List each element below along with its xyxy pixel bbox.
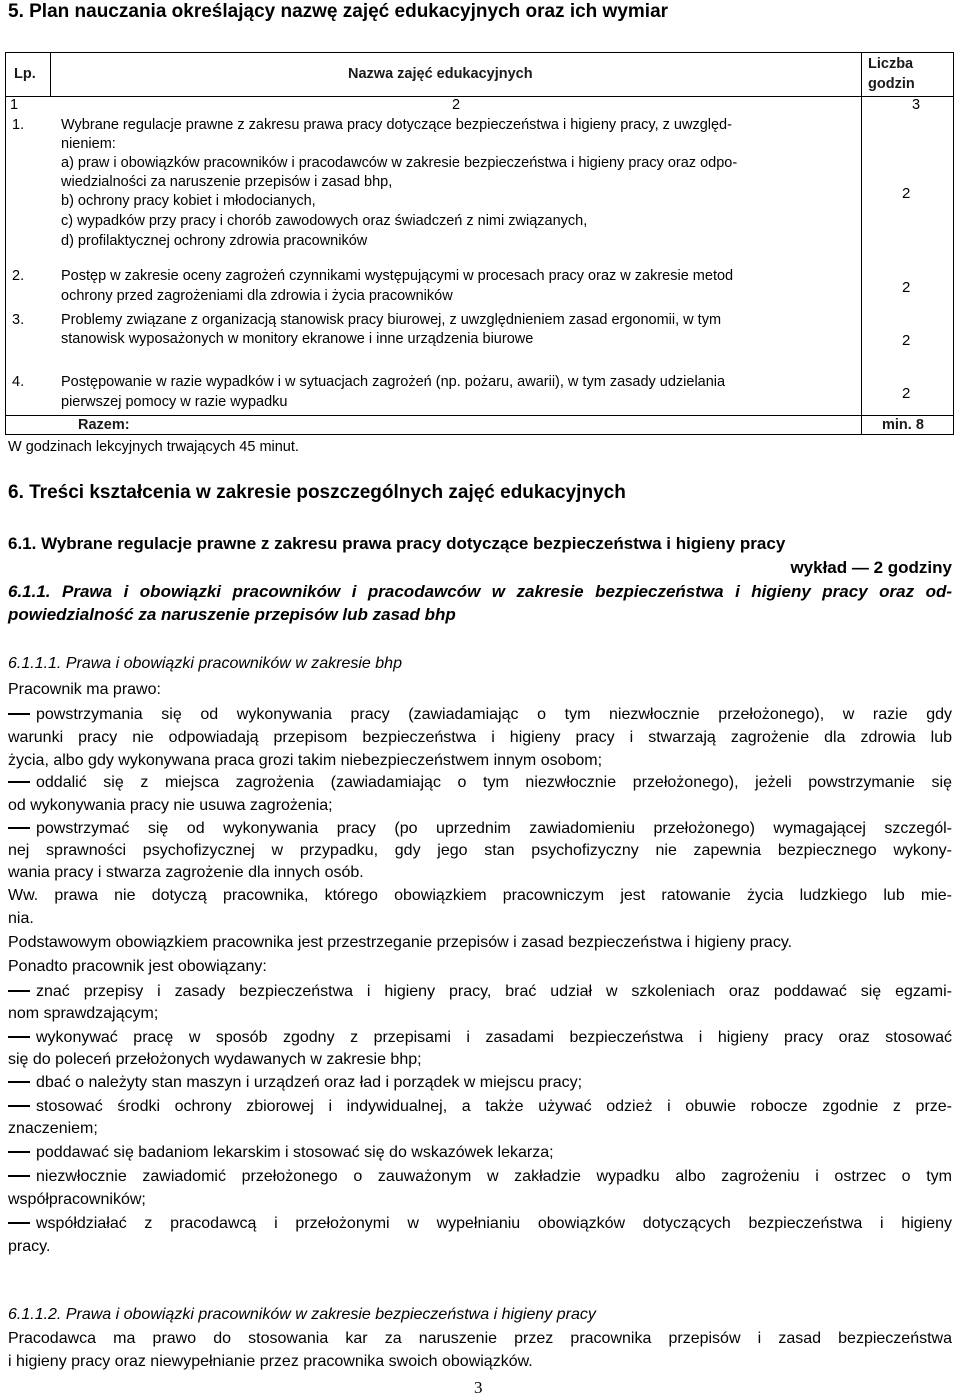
- duty-4-line-2: znaczeniem;: [8, 1120, 98, 1137]
- row-2-hours: 2: [902, 279, 911, 296]
- colnum-1: 1: [10, 97, 19, 113]
- rights-exception-line-1: Ww. prawa nie dotyczą pracownika, którego obowiązkiem pracowniczym jest ratowanie życia ludzkiego lub mie-: [8, 887, 952, 904]
- duty-1-line-2: nom sprawdzającym;: [8, 1005, 159, 1022]
- section-6-1-heading: 6.1. Wybrane regulacje prawne z zakresu prawa pracy dotyczące bezpieczeństwa i higieny pracy: [8, 534, 786, 553]
- employee-right-2-line-2: od wykonywania pracy nie usuwa zagrożenia;: [8, 797, 333, 814]
- employee-right-1-line-1: powstrzymania się od wykonywania pracy (zawiadamiając o tym niezwłocznie przełożonego), w razie gdy: [8, 704, 952, 726]
- colnum-3: 3: [912, 97, 921, 113]
- employee-right-1-line-3: życia, albo gdy wykonywana praca grozi takim niebezpieczeństwem innym osobom;: [8, 752, 603, 769]
- dash-bullet: [8, 990, 30, 992]
- row-4-hours: 2: [902, 385, 911, 402]
- header-name: Nazwa zajęć edukacyjnych: [348, 66, 533, 82]
- section-6-1-1-heading: [8, 580, 952, 626]
- header-hours-1: Liczba: [868, 56, 914, 72]
- employee-rights-intro: Pracownik ma prawo:: [8, 681, 161, 698]
- header-lp: Lp.: [14, 66, 36, 82]
- lecture-hours: wykład — 2 godziny: [790, 558, 952, 577]
- dash-bullet: [8, 1175, 30, 1177]
- row-3-line-2: stanowisk wyposażonych w monitory ekranowe i inne urządzenia biurowe: [61, 331, 534, 347]
- duty-5: poddawać się badaniom lekarskim i stosować się do wskazówek lekarza;: [8, 1142, 554, 1164]
- section-6-1-1-1-heading: 6.1.1.1. Prawa i obowiązki pracowników w zakresie bhp: [8, 655, 402, 672]
- dash-bullet: [8, 1036, 30, 1038]
- rights-exception-line-2: nia.: [8, 910, 34, 927]
- table-border-top: [5, 52, 954, 53]
- row-1-line-7: d) profilaktycznej ochrony zdrowia pracowników: [61, 233, 368, 249]
- total-value: min. 8: [882, 417, 924, 433]
- row-3-hours: 2: [902, 332, 911, 349]
- row-3-num: 3.: [12, 312, 25, 328]
- table-header-rule: [5, 96, 954, 97]
- dash-bullet: [8, 713, 30, 715]
- row-2-line-1: Postęp w zakresie oceny zagrożeń czynnikami występującymi w procesach pracy oraz w zakresie metod: [61, 268, 734, 284]
- duty-4-line-1: stosować środki ochrony zbiorowej i indywidualnej, a także używać odzież i obuwie robocze zgodnie z prze-: [8, 1096, 952, 1118]
- duty-7-line-2: pracy.: [8, 1238, 51, 1255]
- row-1-line-2: nieniem:: [61, 136, 116, 152]
- row-2-line-2: ochrony przed zagrożeniami dla zdrowia i życia pracowników: [61, 288, 453, 304]
- dash-bullet: [8, 1222, 30, 1224]
- page-number: 3: [474, 1378, 483, 1397]
- section-5-heading: 5. Plan nauczania określający nazwę zajęć edukacyjnych oraz ich wymiar: [8, 1, 669, 22]
- row-3-line-1: Problemy związane z organizacją stanowisk pracy biurowej, z uwzględnieniem zasad ergonomii, w tym: [61, 312, 722, 328]
- table-border-right: [953, 52, 954, 435]
- table-border-left: [5, 52, 6, 435]
- row-1-line-1: Wybrane regulacje prawne z zakresu prawa pracy dotyczące bezpieczeństwa i higieny pracy, z uwzględ-: [61, 117, 732, 133]
- dash-bullet: [8, 1081, 30, 1083]
- row-4-num: 4.: [12, 374, 25, 390]
- table-total-rule: [5, 415, 954, 416]
- section-6-heading: 6. Treści kształcenia w zakresie poszczególnych zajęć edukacyjnych: [8, 482, 626, 503]
- employer-right-line-1: Pracodawca ma prawo do stosowania kar za naruszenie przez pracownika przepisów i zasad bezpieczeństwa: [8, 1330, 952, 1347]
- dash-bullet: [8, 1105, 30, 1107]
- employee-right-3-line-3: wania pracy i stwarza zagrożenie dla innych osób.: [8, 864, 364, 881]
- employee-right-2-line-1: oddalić się z miejsca zagrożenia (zawiadamiając o tym niezwłocznie przełożonego), jeżeli powstrzymanie się: [8, 772, 952, 794]
- duty-7-line-1: współdziałać z pracodawcą i przełożonymi w wypełnianiu obowiązków dotyczących bezpieczeństwa i higieny: [8, 1213, 952, 1235]
- duty-1-line-1: znać przepisy i zasady bezpieczeństwa i higieny pracy, brać udział w szkoleniach oraz poddawać się egzami-: [8, 981, 952, 1003]
- duty-3: dbać o należyty stan maszyn i urządzeń oraz ład i porządek w miejscu pracy;: [8, 1072, 582, 1094]
- table-divider-lp: [50, 52, 51, 96]
- dash-bullet: [8, 781, 30, 783]
- section-6-1-1-2-heading: 6.1.1.2. Prawa i obowiązki pracowników w zakresie bezpieczeństwa i higieny pracy: [8, 1306, 596, 1323]
- table-divider-hours: [861, 52, 862, 435]
- basic-duty: Podstawowym obowiązkiem pracownika jest przestrzeganie przepisów i zasad bezpieczeństwa i higieny pracy.: [8, 934, 793, 951]
- employer-right-line-2: i higieny pracy oraz niewypełnianie przez pracownika swoich obowiązków.: [8, 1353, 533, 1370]
- row-1-line-4: wiedzialności za naruszenie przepisów i zasad bhp,: [61, 174, 393, 190]
- duties-intro: Ponadto pracownik jest obowiązany:: [8, 958, 267, 975]
- row-1-num: 1.: [12, 117, 25, 133]
- dash-bullet: [8, 1151, 30, 1153]
- row-1-line-3: a) praw i obowiązków pracowników i pracodawców w zakresie bezpieczeństwa i higieny pracy oraz odpo-: [61, 155, 738, 171]
- row-1-hours: 2: [902, 185, 911, 202]
- section-6-1-1-line-2: powiedzialność za naruszenie przepisów lub zasad bhp: [8, 605, 456, 624]
- duty-6-line-1: niezwłocznie zawiadomić przełożonego o zauważonym w zakładzie wypadku albo zagrożeniu i ostrzec o tym: [8, 1166, 952, 1188]
- row-4-line-2: pierwszej pomocy w razie wypadku: [61, 394, 288, 410]
- header-hours-2: godzin: [868, 76, 915, 92]
- duty-2-line-2: się do poleceń przełożonych wydawanych w zakresie bhp;: [8, 1051, 422, 1068]
- dash-bullet: [8, 827, 30, 829]
- employee-right-1-line-2: warunki pracy nie odpowiadają przepisom bezpieczeństwa i higieny pracy i stwarzają zagrożenie dla zdrowia lub: [8, 729, 952, 746]
- section-6-1-1-line-1: 6.1.1. Prawa i obowiązki pracowników i pracodawców w zakresie bezpieczeństwa i higieny pracy oraz od-: [8, 582, 952, 601]
- colnum-2: 2: [452, 97, 461, 113]
- employee-right-3-line-1: powstrzymać się od wykonywania pracy (po uprzednim zawiadomieniu przełożonego) wymagającej szczegól-: [8, 818, 952, 840]
- row-2-num: 2.: [12, 268, 25, 284]
- lesson-length-note: W godzinach lekcyjnych trwających 45 minut.: [8, 439, 299, 455]
- row-1-line-6: c) wypadków przy pracy i chorób zawodowych oraz świadczeń z nimi związanych,: [61, 213, 588, 229]
- total-label: Razem:: [78, 417, 130, 433]
- duty-2-line-1: wykonywać pracę w sposób zgodny z przepisami i zasadami bezpieczeństwa i higieny pracy oraz stosować: [8, 1027, 952, 1049]
- employee-right-3-line-2: nej sprawności psychofizycznej w przypadku, gdy jego stan psychofizyczny nie zapewnia bezpiecznego wykony-: [8, 842, 952, 859]
- row-1-line-5: b) ochrony pracy kobiet i młodocianych,: [61, 193, 316, 209]
- row-4-line-1: Postępowanie w razie wypadków i w sytuacjach zagrożeń (np. pożaru, awarii), w tym zasady udzielania: [61, 374, 726, 390]
- duty-6-line-2: współpracowników;: [8, 1191, 146, 1208]
- table-border-bottom: [5, 434, 954, 435]
- curriculum-table: [5, 52, 954, 435]
